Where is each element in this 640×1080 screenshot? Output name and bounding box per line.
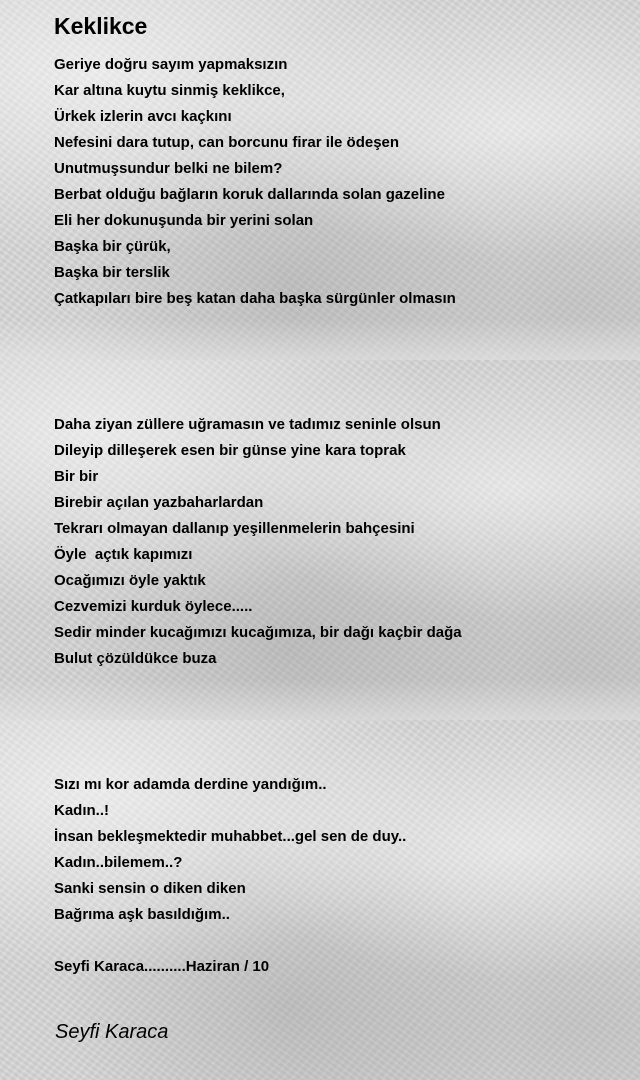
poem-line: Daha ziyan züllere uğramasın ve tadımız seninle olsun <box>54 416 441 433</box>
poem-line: Kar altına kuytu sinmiş keklikce, <box>54 82 285 99</box>
poem-line: Ürkek izlerin avcı kaçkını <box>54 108 232 125</box>
author-name: Seyfi Karaca <box>55 1021 169 1043</box>
poem-line: Kadın..bilemem..? <box>54 854 183 871</box>
poem-line: Nefesini dara tutup, can borcunu firar ile ödeşen <box>54 134 400 151</box>
poem-line: Başka bir çürük, <box>54 238 171 255</box>
poem-line: Öyle açtık kapımızı <box>54 546 193 563</box>
poem-line: Tekrarı olmayan dallanıp yeşillenmelerin bahçesini <box>54 520 415 537</box>
poem-line: Bir bir <box>54 468 99 485</box>
poem-line: Bulut çözüldükce buza <box>54 650 217 667</box>
poem-title: Keklikce <box>54 13 148 39</box>
poem-line: Cezvemizi kurduk öylece..... <box>54 598 253 615</box>
poem-line: Sanki sensin o diken diken <box>54 880 246 897</box>
poem-line: Unutmuşsundur belki ne bilem? <box>54 160 283 177</box>
stanza-3 <box>54 772 406 928</box>
poem-line: Eli her dokunuşunda bir yerini solan <box>54 212 314 229</box>
poem-line: Birebir açılan yazbaharlardan <box>54 494 264 511</box>
poem-line: Kadın..! <box>54 802 109 819</box>
poem-line: Ocağımızı öyle yaktık <box>54 572 206 589</box>
stanza-1 <box>54 52 456 312</box>
stanza-2 <box>54 412 462 672</box>
poem-line: İnsan bekleşmektedir muhabbet...gel sen de duy.. <box>54 828 407 845</box>
poem-line: Geriye doğru sayım yapmaksızın <box>54 56 288 73</box>
poem-line: Dileyip dilleşerek esen bir günse yine kara toprak <box>54 442 406 459</box>
poem-line: Bağrıma aşk basıldığım.. <box>54 906 230 923</box>
poem-line: Berbat olduğu bağların koruk dallarında solan gazeline <box>54 186 445 203</box>
poem-line: Başka bir terslik <box>54 264 170 281</box>
poem-line: Sedir minder kucağımızı kucağımıza, bir dağı kaçbir dağa <box>54 624 462 641</box>
poem-signature: Seyfi Karaca..........Haziran / 10 <box>54 958 270 975</box>
poem-line: Çatkapıları bire beş katan daha başka sürgünler olmasın <box>54 290 456 307</box>
poem-line: Sızı mı kor adamda derdine yandığım.. <box>54 776 327 793</box>
